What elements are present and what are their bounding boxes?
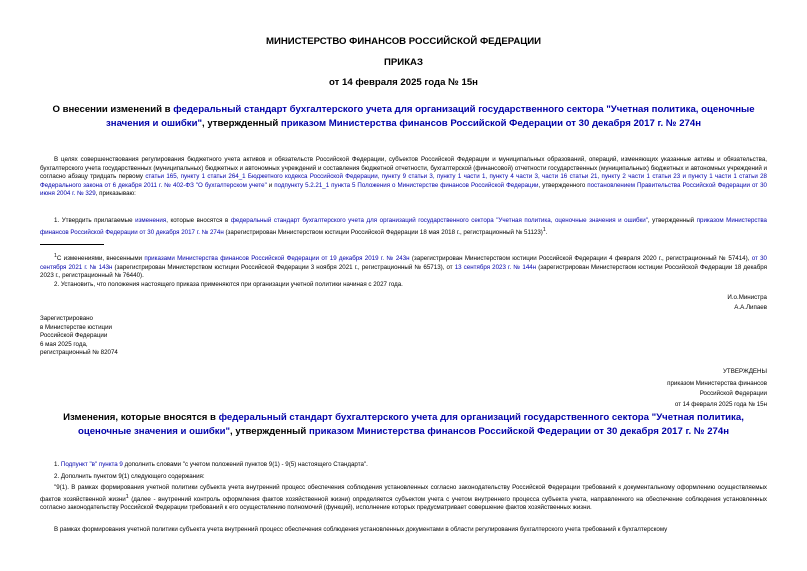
- changes-link[interactable]: изменения: [135, 217, 167, 224]
- footnote-marker-2[interactable]: 1: [125, 493, 129, 500]
- document-title: О внесении изменений в федеральный стандарт бухгалтерского учета для организаций государственного сектора "Учетная политика, оценочные значения и ошибки", утвержденный приказом Министерства финансов Российской Федерации от 30 декабря 2017 г. № 274н: [52, 104, 755, 129]
- footnote-paragraph: $^1$С изменениями, внесенными приказами Министерства финансов Российской Федерации от 19 декабря 2019 г. № 243н (зарегистрирован Министерством юстиции Российской Федерации 4 февраля 2020 г., регистрационный № 57414), от 30 сентября 2021 г. № 143н (зарегистрирован Министерством юстиции Российской Федерации 3 ноября 2021 г., регистрационный № 65713), от 13 сентября 2023 г. № 144н (зарегистрирован Министерством юстиции Российской Федерации 18 декабря 2023 г., регистрационный № 76440).: [40, 253, 767, 280]
- footnote-order-143n-link[interactable]: от 30 сентября 2021 г. № 143н: [40, 255, 767, 271]
- regulation-link[interactable]: подпункту 5.2.21_1 пункта 5 Положения о Министерстве финансов Российской Федерации: [274, 181, 539, 189]
- signature-position: И.о.Министра: [727, 294, 767, 301]
- item-2-paragraph: 2. Установить, что положения настоящего приказа применяются при организации учетной политики начиная с 2027 года.: [54, 281, 403, 288]
- footnote-order-144n-link[interactable]: 13 сентября 2023 г. № 144н: [454, 263, 537, 271]
- last-paragraph: В рамках формирования учетной политики субъекта учета внутренний процесс обеспечения соблюдения установленных документами в области регулирования бухгалтерского учета требований к бухгалтерскому: [54, 526, 668, 533]
- standard-link[interactable]: федеральный стандарт бухгалтерского учета для организаций государственного сектора "Учетная политика, оценочные значения и ошибки": [106, 104, 755, 129]
- ministry-heading: МИНИСТЕРСТВО ФИНАНСОВ РОССИЙСКОЙ ФЕДЕРАЦИИ: [265, 36, 542, 47]
- paragraph-9-1: "9(1). В рамках формирования учетной политики субъекта учета внутренний процесс обеспечения соблюдения установленных согласно законодательству Российской Федерации требований к документальному оформлению осуществляемых фактов хозяйственной жизни$^1$ (далее - внутренний контроль оформления фактов хозяйственной жизни) определяется субъектом учета с учетом внутреннего процесса субъекта учета, направленного на обеспечение соблюдения установленных согласно законодательству Российской Федерации требований к его осуществлению полномочий (функций), исполнение которых предусматривает совершение фактов хозяйственных жизни.: [40, 484, 768, 512]
- item-1-paragraph: 1. Утвердить прилагаемые изменения, которые вносятся в федеральный стандарт бухгалтерского учета для организаций государственного сектора "Учетная политика, оценочные значения и ошибки", утвержденный приказом Министерства финансов Российской Федерации от 30 декабря 2017 г. № 274н (зарегистрирован Министерством юстиции Российской Федерации 18 мая 2018 г., регистрационный № 51123)$^1$.: [40, 217, 767, 236]
- doc-date-heading: от 14 февраля 2025 года № 15н: [329, 77, 478, 88]
- change-1-paragraph: 1. Подпункт "в" пункта 9 дополнить словами "с учетом положений пунктов 9(1) - 9(5) настоящего Стандарта".: [54, 461, 368, 468]
- item1-order-link[interactable]: приказом Министерства финансов Российской Федерации от 30 декабря 2017 г. № 274н: [40, 217, 767, 236]
- footnote-order-243n-link[interactable]: приказами Министерства финансов Российской Федерации от 19 декабря 2019 г. № 243н: [144, 255, 410, 263]
- changes-title: Изменения, которые вносятся в федеральный стандарт бухгалтерского учета для организаций государственного сектора "Учетная политика, оценочные значения и ошибки", утвержденный приказом Министерства финансов Российской Федерации от 30 декабря 2017 г. № 274н: [63, 412, 744, 437]
- signature-name: А.А.Липаев: [734, 304, 767, 311]
- changes-order-link[interactable]: приказом Министерства финансов Российской Федерации от 30 декабря 2017 г. № 274н: [308, 426, 730, 437]
- law-articles-link[interactable]: статьи 165, пункту 1 статьи 264_1 Бюджетного кодекса Российской Федерации, пункту 9 статьи 3, пункту 1 части 1, пункту 4 части 3, части 16 статьи 21, пункту 2 части 1 статьи 23 и пункту 1 части 1 статьи 28 Федерального закона от 6 декабря 2011 г. № 402-ФЗ "О бухгалтерском учете": [40, 173, 767, 189]
- doc-type-heading: ПРИКАЗ: [384, 57, 423, 68]
- approval-block: УТВЕРЖДЕНЫ приказом Министерства финансов Российской Федерации от 14 февраля 2025 года № 15н: [667, 368, 767, 408]
- changes-standard-link[interactable]: федеральный стандарт бухгалтерского учета для организаций государственного сектора "Учетная политика, оценочные значения и ошибки": [77, 412, 744, 437]
- change-2-paragraph: 2. Дополнить пунктом 9(1) следующего содержания:: [54, 473, 205, 480]
- subitem-v-link[interactable]: Подпункт "в" пункта 9: [60, 461, 123, 468]
- order-274n-link[interactable]: приказом Министерства финансов Российской Федерации от 30 декабря 2017 г. № 274н: [280, 118, 701, 129]
- item1-standard-link[interactable]: федеральный стандарт бухгалтерского учета для организаций государственного сектора "Учетная политика, оценочные значения и ошибки": [230, 217, 648, 224]
- registration-block: Зарегистрировано в Министерстве юстиции Российской Федерации 6 мая 2025 года, регистрационный № 82074: [40, 315, 118, 357]
- footnote-divider: [40, 244, 104, 245]
- preamble-paragraph: В целях совершенствования регулирования бюджетного учета активов и обязательств Российской Федерации, субъектов Российской Федерации и муниципальных образований, операций, изменяющих указанные активы и обязательства, бухгалтерского учета государственных (муниципальных) бюджетных и автономных учреждений и составления бюджетной отчетности, бухгалтерской (финансовой) отчетности государственных (муниципальных) бюджетных и автономных учреждений и согласно абзацу тридцать первому статьи 165, пункту 1 статьи 264_1 Бюджетного кодекса Российской Федерации, пункту 9 статьи 3, пункту 1 части 1, пункту 4 части 3, части 16 статьи 21, пункту 2 части 1 статьи 23 и пункту 1 части 1 статьи 28 Федерального закона от 6 декабря 2011 г. № 402-ФЗ "О бухгалтерском учете" и подпункту 5.2.21_1 пункта 5 Положения о Министерстве финансов Российской Федерации, утвержденного постановлением Правительства Российской Федерации от 30 июня 2004 г. № 329, приказываю:: [40, 156, 767, 198]
- footnote-marker[interactable]: 1: [542, 226, 546, 233]
- government-decree-link[interactable]: постановлением Правительства Российской Федерации от 30 июня 2004 г. № 329: [40, 181, 767, 198]
